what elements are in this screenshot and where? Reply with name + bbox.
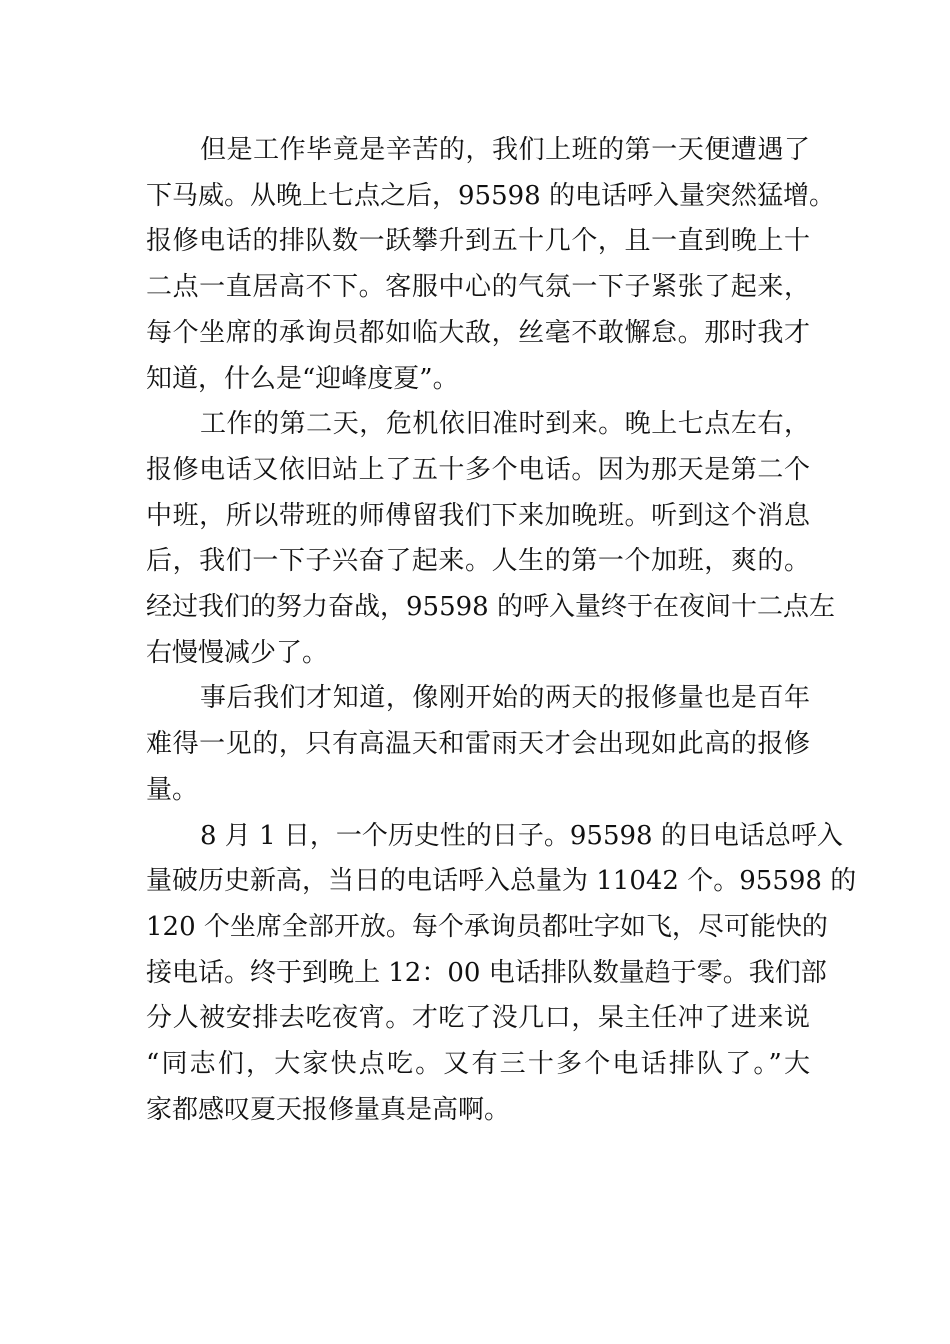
text-line: “同志们，大家快点吃。又有三十多个电话排队了。”大	[146, 1049, 810, 1080]
paragraph-2	[146, 402, 835, 676]
text-line: 后，我们一下子兴奋了起来。人生的第一个加班，爽的。	[146, 546, 810, 577]
paragraph-1	[146, 128, 835, 402]
text-line: 报修电话又依旧站上了五十多个电话。因为那天是第二个	[146, 454, 810, 485]
text-line: 每个坐席的承询员都如临大敌，丝毫不敢懈怠。那时我才	[146, 317, 810, 348]
paragraph-4	[146, 814, 857, 1134]
text-line: 8 月 1 日，一个历史性的日子。95598 的日电话总呼入	[200, 820, 843, 851]
text-line: 量。	[146, 774, 199, 805]
text-line: 报修电话的排队数一跃攀升到五十几个，且一直到晚上十	[146, 226, 810, 257]
text-line: 接电话。终于到晚上 12：00 电话排队数量趋于零。我们部	[146, 957, 827, 988]
document-body	[146, 128, 857, 1133]
text-line: 工作的第二天，危机依旧准时到来。晚上七点左右，	[200, 409, 810, 440]
text-line: 家都感叹夏天报修量真是高啊。	[146, 1094, 511, 1125]
text-line: 难得一见的，只有高温天和雷雨天才会出现如此高的报修	[146, 729, 810, 760]
text-line: 知道，什么是“迎峰度夏”。	[146, 363, 459, 394]
paragraph-3	[146, 676, 810, 813]
text-line: 二点一直居高不下。客服中心的气氛一下子紧张了起来，	[146, 272, 810, 303]
text-line: 经过我们的努力奋战，95598 的呼入量终于在夜间十二点左	[146, 592, 835, 623]
text-line: 右慢慢减少了。	[146, 637, 329, 668]
text-line: 下马威。从晚上七点之后，95598 的电话呼入量突然猛增。	[146, 180, 835, 211]
text-line: 事后我们才知道，像刚开始的两天的报修量也是百年	[200, 683, 810, 714]
text-line: 120 个坐席全部开放。每个承询员都吐字如飞，尽可能快的	[146, 911, 828, 942]
text-line: 量破历史新高，当日的电话呼入总量为 11042 个。95598 的	[146, 866, 857, 897]
text-line: 但是工作毕竟是辛苦的，我们上班的第一天便遭遇了	[200, 135, 810, 165]
text-line: 中班，所以带班的师傅留我们下来加晚班。听到这个消息	[146, 500, 810, 531]
text-line: 分人被安排去吃夜宵。才吃了没几口，杲主任冲了进来说	[146, 1003, 810, 1034]
